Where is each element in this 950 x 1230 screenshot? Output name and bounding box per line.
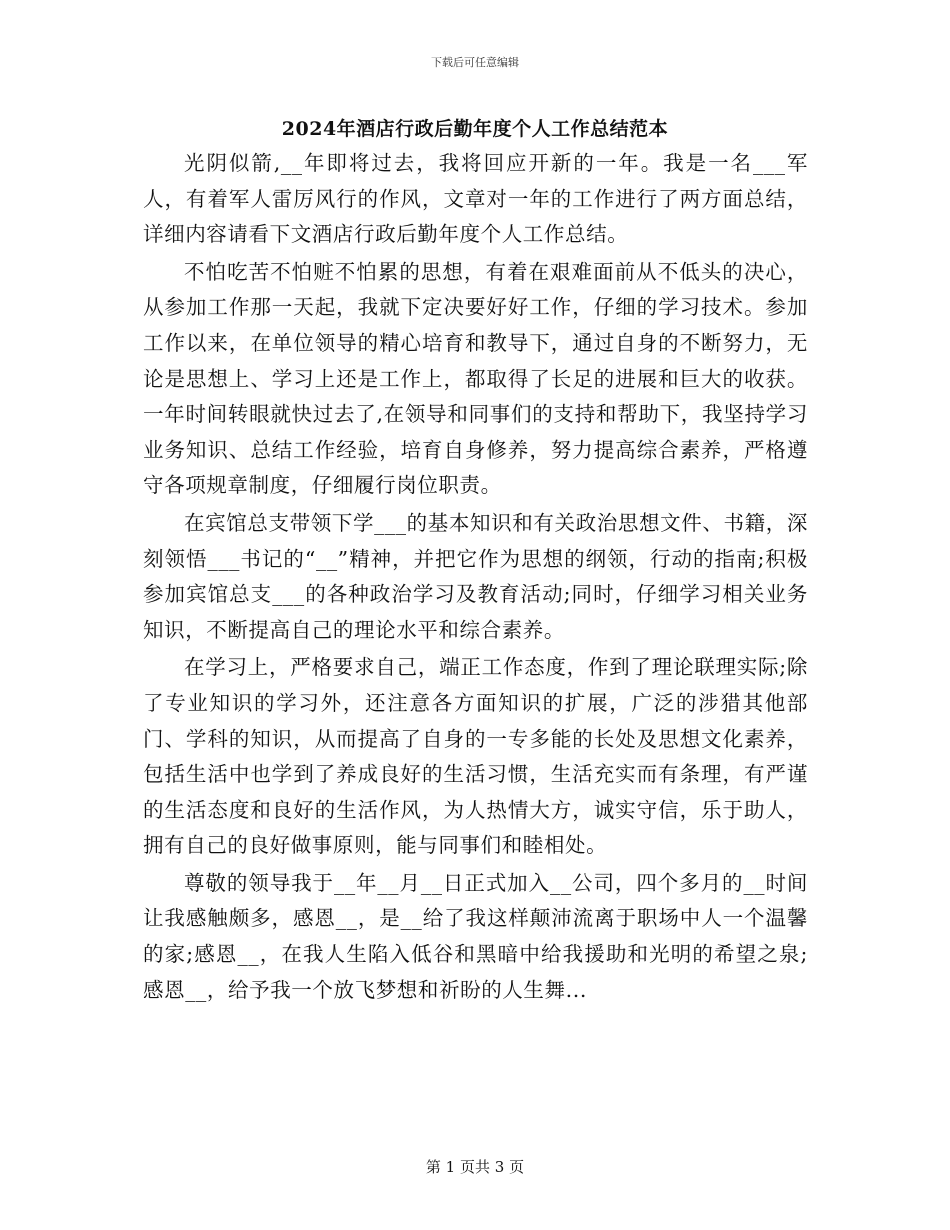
page-header-note: 下载后可任意编辑 (431, 56, 519, 69)
paragraph-1: 光阴似箭,__年即将过去，我将回应开新的一年。我是一名___军人，有着军人雷厉风行的作风，文章对一年的工作进行了两方面总结，详细内容请看下文酒店行政后勤年度个人工作总结。 (143, 151, 808, 247)
paragraph-2: 不怕吃苦不怕赃不怕累的思想，有着在艰难面前从不低头的决心，从参加工作那一天起，我就下定决要好好工作，仔细的学习技术。参加工作以来，在单位领导的精心培育和教导下，通过自身的不断努力，无论是思想上、学习上还是工作上，都取得了长足的进展和巨大的收获。一年时间转眼就快过去了,在领导和同事们的支持和帮助下，我坚持学习业务知识、总结工作经验，培育自身修养，努力提高综合素养，严格遵守各项规章制度，仔细履行岗位职责。 (143, 259, 808, 498)
document-title: 2024年酒店行政后勤年度个人工作总结范本 (281, 118, 669, 140)
paragraph-5: 尊敬的领导我于__年__月__日正式加入__公司，四个多月的__时间让我感触颇多，感恩__，是__给了我这样颠沛流离于职场中人一个温馨的家;感恩__，在我人生陷入低谷和黑暗中给我援助和光明的希望之泉;感恩__，给予我一个放飞梦想和祈盼的人生舞... (143, 870, 808, 1002)
document-body (143, 146, 808, 1010)
page-number-footer: 第 1 页共 3 页 (425, 1158, 525, 1176)
paragraph-4: 在学习上，严格要求自己，端正工作态度，作到了理论联理实际;除了专业知识的学习外，还注意各方面知识的扩展，广泛的涉猎其他部门、学科的知识，从而提高了自身的一专多能的长处及思想文化素养，包括生活中也学到了养成良好的生活习惯，生活充实而有条理，有严谨的生活态度和良好的生活作风，为人热情大方，诚实守信，乐于助人，拥有自己的良好做事原则，能与同事们和睦相处。 (143, 655, 808, 858)
paragraph-3: 在宾馆总支带领下学___的基本知识和有关政治思想文件、书籍，深刻领悟___书记的“__”精神，并把它作为思想的纲领，行动的指南;积极参加宾馆总支___的各种政治学习及教育活动;同时，仔细学习相关业务知识，不断提高自己的理论水平和综合素养。 (143, 510, 808, 642)
